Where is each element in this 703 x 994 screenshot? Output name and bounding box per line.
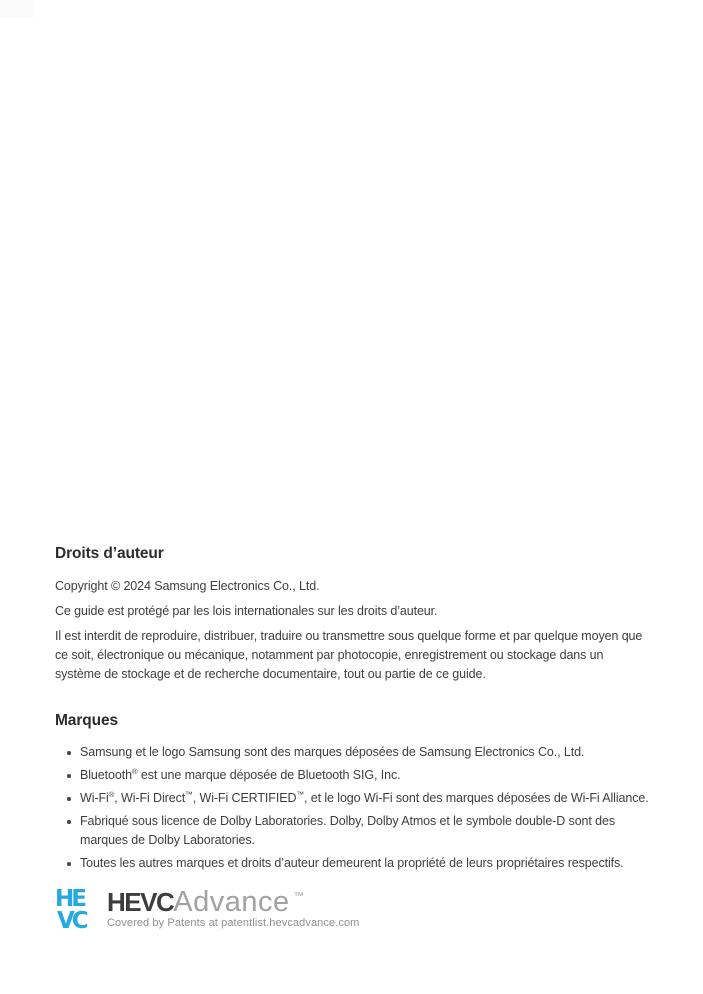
bullet-icon [67,751,71,755]
trademark-text-dolby: Fabriqué sous licence de Dolby Laboratories. Dolby, Dolby Atmos et le symbole double-D sont des marques de Dolby Laboratories. [80,814,615,847]
hevc-wordmark-bold: HEVC [107,887,174,917]
hevc-patent-tagline: Covered by Patents at patentlist.hevcadvance.com [107,917,360,929]
hevc-wordmark-light: Advance [173,886,290,918]
svg-text:HE: HE [55,888,84,912]
bullet-icon [67,774,71,778]
copyright-protection-line: Ce guide est protégé par les lois internationales sur les droits d’auteur. [55,604,438,618]
hevc-wordmark [107,886,359,918]
trademark-text-others: Toutes les autres marques et droits d’auteur demeurent la propriété de leurs propriétaires respectifs. [80,856,624,870]
trademark-list-item [55,854,649,873]
trademark-list-item [55,789,649,808]
trademark-list-item [55,766,649,785]
trademark-text-wifi: Wi-Fi®, Wi-Fi Direct™, Wi-Fi CERTIFIED™, et le logo Wi-Fi sont des marques déposées de Wi-Fi Alliance. [80,789,649,805]
trademark-text-samsung: Samsung et le logo Samsung sont des marques déposées de Samsung Electronics Co., Ltd. [80,745,585,759]
page-content [55,544,649,930]
trademark-list-item [55,743,649,762]
trademark-list [55,743,649,873]
copyright-section-heading: Droits d’auteur [55,545,164,562]
trademark-list-item [55,812,649,850]
hevc-advance-logo [55,888,649,930]
hevc-icon [55,888,96,930]
bullet-icon [67,862,71,866]
trademarks-section-heading: Marques [55,712,119,729]
copyright-restrictions-paragraph: Il est interdit de reproduire, distribuer, traduire ou transmettre sous quelque forme et par quelque moyen que ce soit, électronique ou mécanique, notamment par photocopie, enregistrement ou stockage dans un système de stockage et de recherche documentaire, tout ou partie de ce guide. [55,629,643,681]
page-corner-artifact [0,0,34,18]
svg-text:VC: VC [57,908,86,930]
copyright-line: Copyright © 2024 Samsung Electronics Co., Ltd. [55,579,320,593]
hevc-wordmark-block [107,888,359,929]
bullet-icon [67,820,71,824]
trademark-symbol: ™ [293,891,304,902]
trademark-text-bluetooth: Bluetooth® est une marque déposée de Bluetooth SIG, Inc. [80,766,401,782]
bullet-icon [67,797,71,801]
